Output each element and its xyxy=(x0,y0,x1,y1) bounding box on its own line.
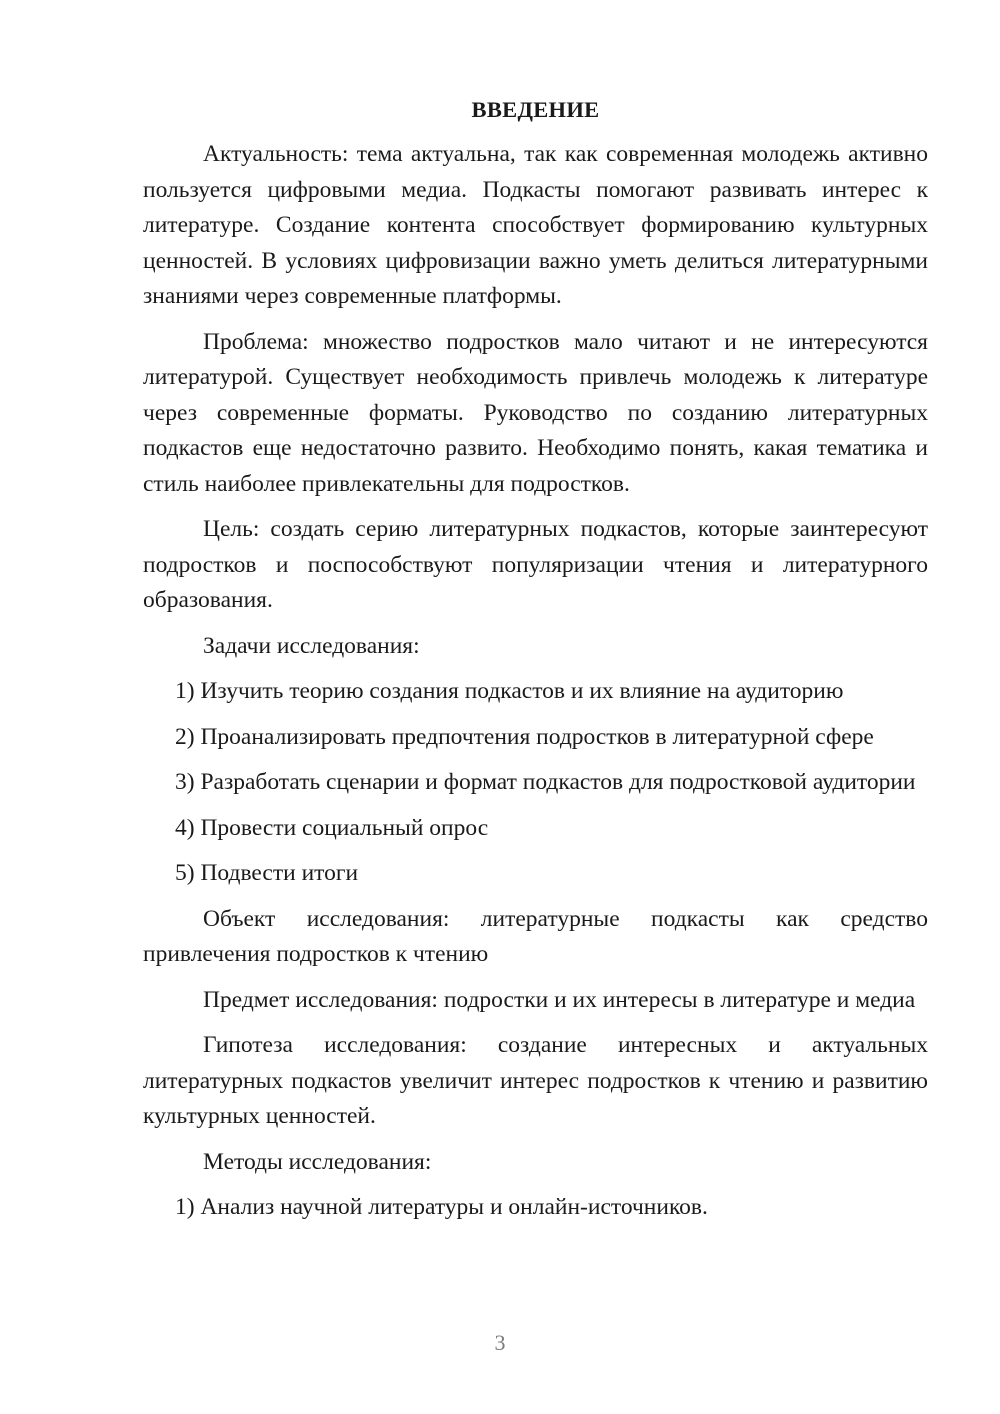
section-heading: ВВЕДЕНИЕ xyxy=(471,97,600,122)
task-item-4: 4) Провести социальный опрос xyxy=(175,814,489,841)
tasks-title: Задачи исследования: xyxy=(203,632,420,659)
hypothesis-paragraph: Гипотеза исследования: создание интересных и актуальных литературных подкастов увеличит интерес подростков к чтению и развитию культурных ценностей. xyxy=(143,1032,928,1129)
method-item-1: 1) Анализ научной литературы и онлайн-источников. xyxy=(175,1194,708,1220)
goal-paragraph: Цель: создать серию литературных подкастов, которые заинтересуют подростков и поспособствуют популяризации чтения и литературного образования. xyxy=(143,516,928,613)
subject-paragraph: Предмет исследования: подростки и их интересы в литературе и медиа xyxy=(203,986,916,1013)
problem-paragraph: Проблема: множество подростков мало читают и не интересуются литературой. Существует необходимость привлечь молодежь к литературе через современные форматы. Руководство по созданию литературных подкастов еще недостаточно развито. Необходимо понять, какая тематика и стиль наиболее привлекательны для подростков. xyxy=(143,328,928,497)
object-paragraph: Объект исследования: литературные подкасты как средство привлечения подростков к чтению xyxy=(143,905,928,967)
methods-title: Методы исследования: xyxy=(203,1148,432,1175)
relevance-paragraph: Актуальность: тема актуальна, так как современная молодежь активно пользуется цифровыми медиа. Подкасты помогают развивать интерес к литературе. Создание контента способствует формированию культурных ценностей. В условиях цифровизации важно уметь делиться литературными знаниями через современные платформы. xyxy=(143,141,928,309)
page-content xyxy=(143,92,928,1236)
task-item-1: 1) Изучить теорию создания подкастов и их влияние на аудиторию xyxy=(175,678,844,704)
task-item-3: 3) Разработать сценарии и формат подкастов для подростковой аудитории xyxy=(175,769,916,795)
task-item-2: 2) Проанализировать предпочтения подростков в литературной сфере xyxy=(175,723,874,750)
task-item-5: 5) Подвести итоги xyxy=(175,860,359,886)
page-number: 3 xyxy=(494,1330,506,1355)
